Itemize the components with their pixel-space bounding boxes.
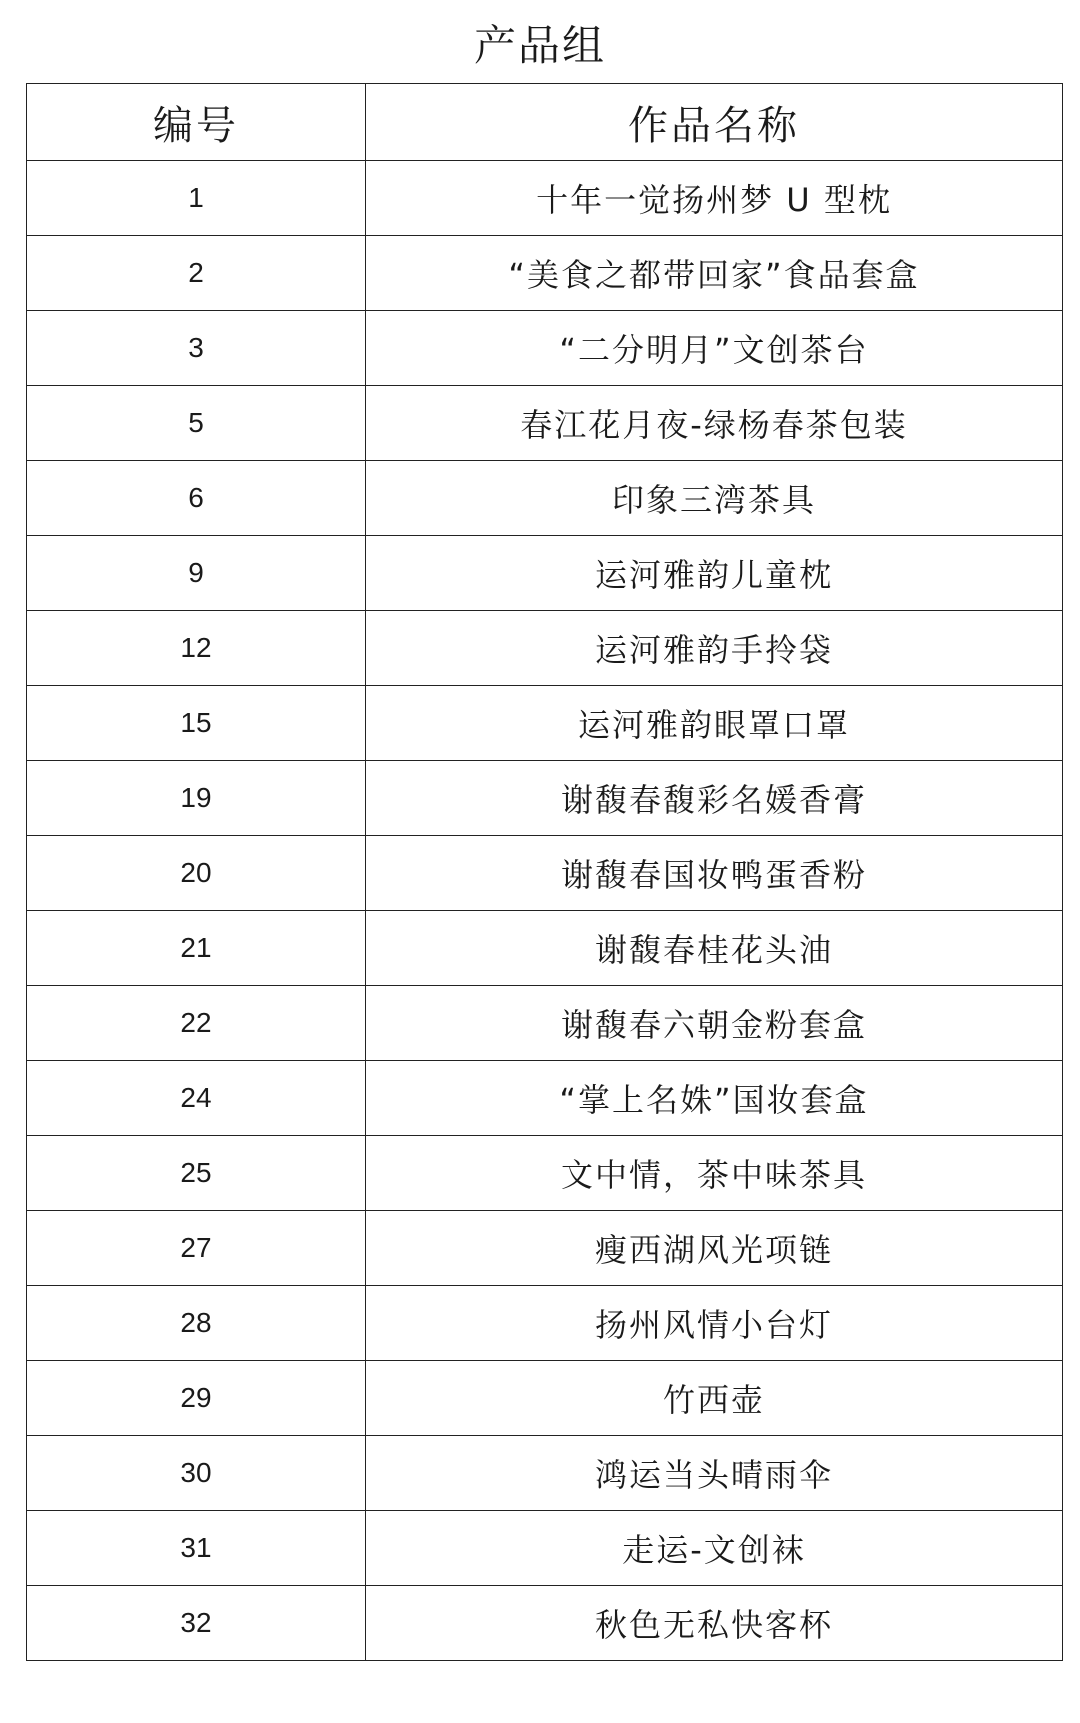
row-name-cell: 春江花月夜-绿杨春茶包装 [366,386,1063,461]
table-row [27,161,1063,236]
column-header-name: 作品名称 [366,84,1063,161]
table-header-row [27,84,1063,161]
row-id-cell: 6 [27,461,366,536]
row-id-cell: 2 [27,236,366,311]
row-id-cell: 29 [27,1361,366,1436]
row-id-cell: 15 [27,686,366,761]
table-row [27,1211,1063,1286]
row-id-cell: 19 [27,761,366,836]
table-row [27,911,1063,986]
row-id-cell: 24 [27,1061,366,1136]
table-row [27,1361,1063,1436]
row-name-cell: 鸿运当头晴雨伞 [366,1436,1063,1511]
row-name-cell: 秋色无私快客杯 [366,1586,1063,1661]
row-name-cell: 扬州风情小台灯 [366,1286,1063,1361]
row-name-cell: “掌上名姝”国妆套盒 [366,1061,1063,1136]
row-id-cell: 30 [27,1436,366,1511]
table-row [27,686,1063,761]
row-id-cell: 28 [27,1286,366,1361]
table-body [27,161,1063,1661]
table-row [27,1436,1063,1511]
row-name-cell: 运河雅韵儿童枕 [366,536,1063,611]
row-name-cell: 文中情，茶中味茶具 [366,1136,1063,1211]
table-row [27,311,1063,386]
row-id-cell: 31 [27,1511,366,1586]
row-name-cell: “美食之都带回家”食品套盒 [366,236,1063,311]
table-row [27,986,1063,1061]
row-name-cell: 十年一觉扬州梦 U 型枕 [366,161,1063,236]
table-row [27,461,1063,536]
row-name-cell: 谢馥春六朝金粉套盒 [366,986,1063,1061]
row-id-cell: 1 [27,161,366,236]
row-name-cell: 运河雅韵眼罩口罩 [366,686,1063,761]
product-table [26,83,1063,1661]
table-row [27,1511,1063,1586]
row-id-cell: 9 [27,536,366,611]
row-id-cell: 12 [27,611,366,686]
row-name-cell: 走运-文创袜 [366,1511,1063,1586]
row-name-cell: 谢馥春国妆鸭蛋香粉 [366,836,1063,911]
table-row [27,1286,1063,1361]
page-title: 产品组 [473,21,606,70]
row-name-cell: “二分明月”文创茶台 [366,311,1063,386]
table-row [27,386,1063,461]
row-id-cell: 22 [27,986,366,1061]
row-id-cell: 27 [27,1211,366,1286]
row-id-cell: 5 [27,386,366,461]
table-row [27,536,1063,611]
row-name-cell: 运河雅韵手拎袋 [366,611,1063,686]
column-header-id: 编号 [27,84,366,161]
row-id-cell: 3 [27,311,366,386]
row-id-cell: 32 [27,1586,366,1661]
table-row [27,1061,1063,1136]
row-id-cell: 20 [27,836,366,911]
table-row [27,836,1063,911]
table-row [27,761,1063,836]
row-id-cell: 21 [27,911,366,986]
row-name-cell: 竹西壶 [366,1361,1063,1436]
table-row [27,611,1063,686]
table-row [27,1136,1063,1211]
row-name-cell: 谢馥春馥彩名媛香膏 [366,761,1063,836]
row-name-cell: 瘦西湖风光项链 [366,1211,1063,1286]
table-row [27,236,1063,311]
table-row [27,1586,1063,1661]
row-id-cell: 25 [27,1136,366,1211]
row-name-cell: 印象三湾茶具 [366,461,1063,536]
row-name-cell: 谢馥春桂花头油 [366,911,1063,986]
